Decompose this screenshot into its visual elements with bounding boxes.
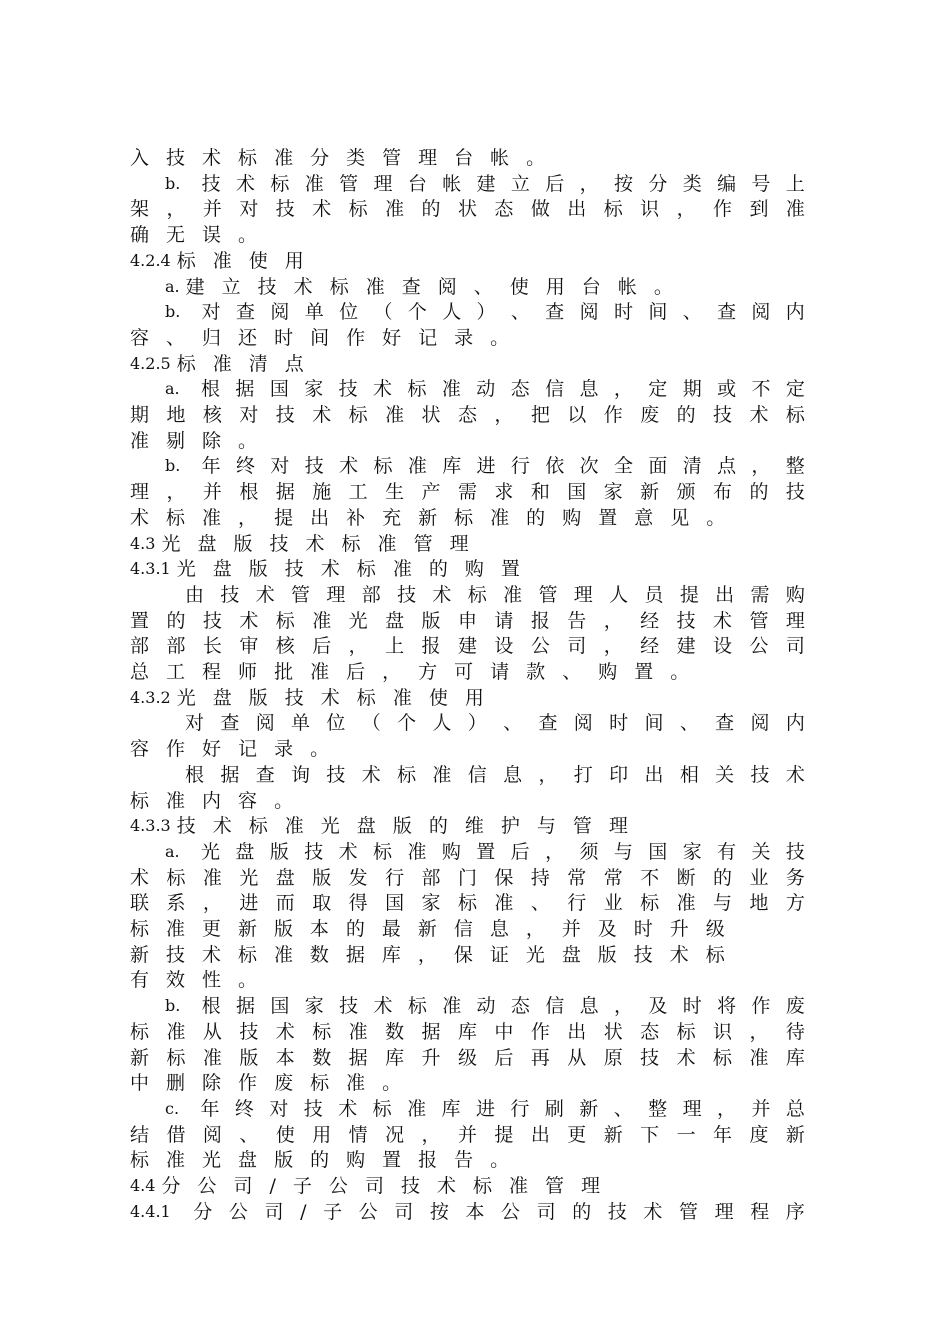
paragraph-line: 总 工 程 师 批 准 后 ， 方 可 请 款 、 购 置 。 [130, 661, 690, 683]
paragraph-line: 理 ， 并 根 据 施 工 生 产 需 求 和 国 家 新 颁 布 的 技 [130, 481, 805, 504]
paragraph-line: b. 对 查 阅 单 位 （ 个 人 ） 、 查 阅 时 间 、 查 阅 内 [165, 301, 805, 324]
paragraph-line: 根 据 查 询 技 术 标 准 信 息 ， 打 印 出 相 关 技 术 [185, 763, 805, 786]
paragraph-line: 结 借 阅 、 使 用 情 况 ， 并 提 出 更 新 下 一 年 度 新 [130, 1123, 805, 1146]
paragraph-line: 新 标 准 版 本 数 据 库 升 级 后 再 从 原 技 术 标 准 库 [130, 1046, 805, 1069]
section-heading: 4.2.5 标 准 清 点 [130, 352, 304, 375]
paragraph-line: 标 准 更 新 版 本 的 最 新 信 息 ， 并 及 时 升 级 [130, 918, 725, 940]
paragraph-line: 对 查 阅 单 位 （ 个 人 ） 、 查 阅 时 间 、 查 阅 内 [185, 712, 805, 735]
paragraph-line: 术 标 准 光 盘 版 发 行 部 门 保 持 常 常 不 断 的 业 务 [130, 866, 805, 889]
paragraph-line: 有 效 性 。 [130, 969, 258, 992]
paragraph-line: 确 无 误 。 [130, 224, 258, 247]
paragraph-line: c. 年 终 对 技 术 标 准 库 进 行 刷 新 、 整 理 ， 并 总 [165, 1097, 805, 1120]
section-heading: 4.3.3 技 术 标 准 光 盘 版 的 维 护 与 管 理 [130, 815, 628, 838]
paragraph-line: b. 技 术 标 准 管 理 台 帐 建 立 后 ， 按 分 类 编 号 上 [165, 172, 805, 195]
paragraph-line: 准 剔 除 。 [130, 429, 258, 452]
paragraph-line: a. 根 据 国 家 技 术 标 准 动 态 信 息 ， 定 期 或 不 定 [165, 378, 805, 401]
paragraph-line: a. 建 立 技 术 标 准 查 阅 、 使 用 台 帐 。 [165, 275, 673, 298]
paragraph-line: 由 技 术 管 理 部 技 术 标 准 管 理 人 员 提 出 需 购 [185, 583, 805, 606]
paragraph-line: 期 地 核 对 技 术 标 准 状 态 ， 把 以 作 废 的 技 术 标 [130, 404, 805, 426]
section-heading: 4.4.1 分 公 司 / 子 公 司 按 本 公 司 的 技 术 管 理 程 序 [130, 1200, 805, 1223]
section-heading: 4.2.4 标 准 使 用 [130, 249, 304, 272]
paragraph-line: 标 准 内 容 。 [130, 789, 294, 812]
paragraph-line: 容 作 好 记 录 。 [130, 738, 330, 761]
paragraph-line: 新 技 术 标 准 数 据 库 ， 保 证 光 盘 版 技 术 标 [130, 943, 725, 966]
section-heading: 4.4 分 公 司 / 子 公 司 技 术 标 准 管 理 [130, 1175, 601, 1197]
section-heading: 4.3.2 光 盘 版 技 术 标 准 使 用 [130, 686, 484, 709]
paragraph-line: 标 准 从 技 术 标 准 数 据 库 中 作 出 状 态 标 识 ， 待 [130, 1020, 805, 1043]
paragraph-line: b. 年 终 对 技 术 标 准 库 进 行 依 次 全 面 清 点 ， 整 [165, 455, 805, 478]
paragraph-line: 术 标 准 ， 提 出 补 充 新 标 准 的 购 置 意 见 。 [130, 506, 726, 529]
paragraph-line: 中 删 除 作 废 标 准 。 [130, 1072, 402, 1095]
paragraph-line: a. 光 盘 版 技 术 标 准 购 置 后 ， 须 与 国 家 有 关 技 [165, 840, 805, 863]
paragraph-line: 部 部 长 审 核 后 ， 上 报 建 设 公 司 ， 经 建 设 公 司 [130, 635, 805, 658]
paragraph-line: 容 、 归 还 时 间 作 好 记 录 。 [130, 326, 510, 349]
paragraph-line: 置 的 技 术 标 准 光 盘 版 申 请 报 告 ， 经 技 术 管 理 [130, 609, 805, 632]
section-heading: 4.3.1 光 盘 版 技 术 标 准 的 购 置 [130, 558, 520, 581]
section-heading: 4.3 光 盘 版 技 术 标 准 管 理 [130, 532, 469, 555]
paragraph-line: b. 根 据 国 家 技 术 标 准 动 态 信 息 ， 及 时 将 作 废 [165, 995, 805, 1018]
paragraph-line: 标 准 光 盘 版 的 购 置 报 告 。 [130, 1149, 510, 1172]
paragraph-line: 联 系 ， 进 而 取 得 国 家 标 准 、 行 业 标 准 与 地 方 [130, 892, 805, 915]
paragraph-line: 架 ， 并 对 技 术 标 准 的 状 态 做 出 标 识 ， 作 到 准 [130, 198, 805, 221]
paragraph-line: 入 技 术 标 准 分 类 管 理 台 帐 。 [130, 147, 546, 169]
